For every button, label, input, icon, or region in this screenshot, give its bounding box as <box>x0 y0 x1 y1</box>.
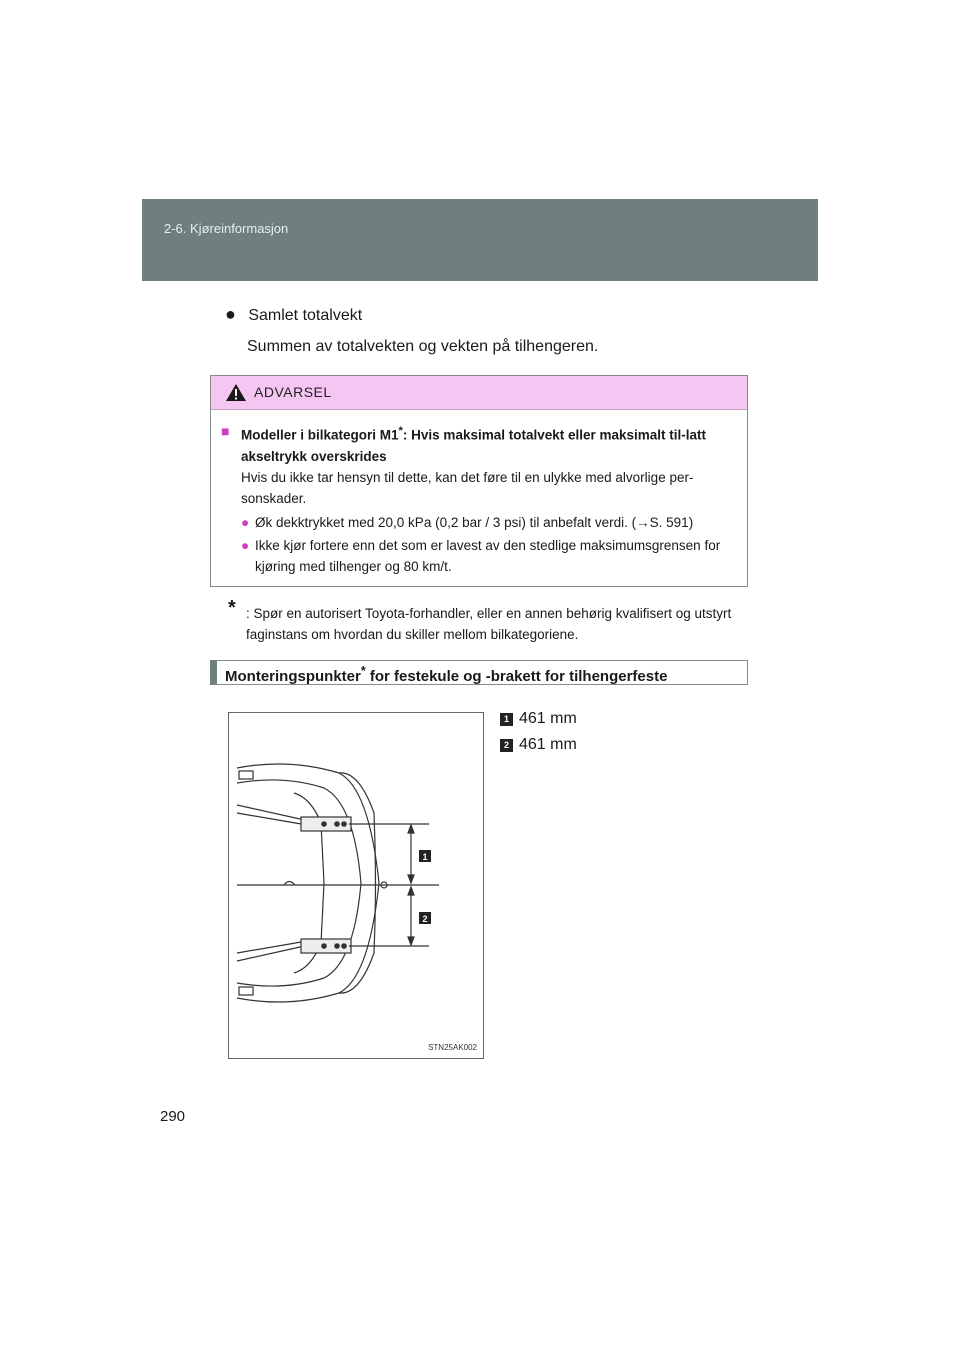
mounting-points-figure <box>228 712 484 1059</box>
section-title: 2-6. Kjøreinformasjon <box>164 221 289 236</box>
svg-text:1: 1 <box>422 852 428 862</box>
warning-bullet-text: Ikke kjør fortere enn det som er lavest av den stedlige maksimumsgrensen for kjøring med tilhenger og 80 km/t. <box>255 538 721 574</box>
intro-bullet <box>225 304 362 325</box>
footnote-text: : Spør en autorisert Toyota-forhandler, eller en annen behørig kvalifisert og utstyrt faginstans om hvordan du skiller mellom bilkategoriene. <box>246 606 732 642</box>
warning-header <box>211 376 747 410</box>
warning-text: Hvis du ikke tar hensyn til dette, kan det føre til en ulykke med alvorlige per-sonskader. <box>241 470 694 506</box>
page-number: 290 <box>160 1108 186 1125</box>
dimension-2 <box>500 736 577 754</box>
bullet-dot-icon: ● <box>241 515 250 530</box>
warning-bullet-text: Øk dekktrykket med 20,0 kPa (0,2 bar / 3 psi) til anbefalt verdi. (→S. 591) <box>255 515 694 530</box>
warning-title: ADVARSEL <box>254 384 332 400</box>
square-bullet-icon: ■ <box>221 423 230 439</box>
warning-box <box>210 375 748 587</box>
footnote-star: * <box>228 597 236 619</box>
figure-callout-2 <box>419 912 431 924</box>
bullet-dot-icon: ● <box>241 538 250 553</box>
dimension-value: 461 mm <box>519 736 577 753</box>
number-badge: 1 <box>500 713 513 726</box>
warning-heading: Modeller i bilkategori M1*: Hvis maksimal totalvekt eller maksimalt til-latt akseltrykk overskrides <box>241 425 707 464</box>
number-badge: 2 <box>500 739 513 752</box>
svg-text:2: 2 <box>422 914 428 924</box>
dimension-value: 461 mm <box>519 710 577 727</box>
intro-title: Samlet totalvekt <box>248 307 363 324</box>
warning-triangle-icon <box>225 383 247 402</box>
bullet-dot-icon: ● <box>225 304 236 324</box>
subheading-box <box>210 660 748 685</box>
figure-code: STN25AK002 <box>428 1043 477 1052</box>
vehicle-rear-underside-illustration <box>229 713 483 1058</box>
dimension-1 <box>500 710 577 728</box>
section-header-band <box>142 199 818 281</box>
intro-body: Summen av totalvekten og vekten på tilhengeren. <box>247 338 599 355</box>
figure-callout-1 <box>419 850 431 862</box>
subheading: Monteringspunkter* for festekule og -brakett for tilhengerfeste <box>225 664 668 685</box>
